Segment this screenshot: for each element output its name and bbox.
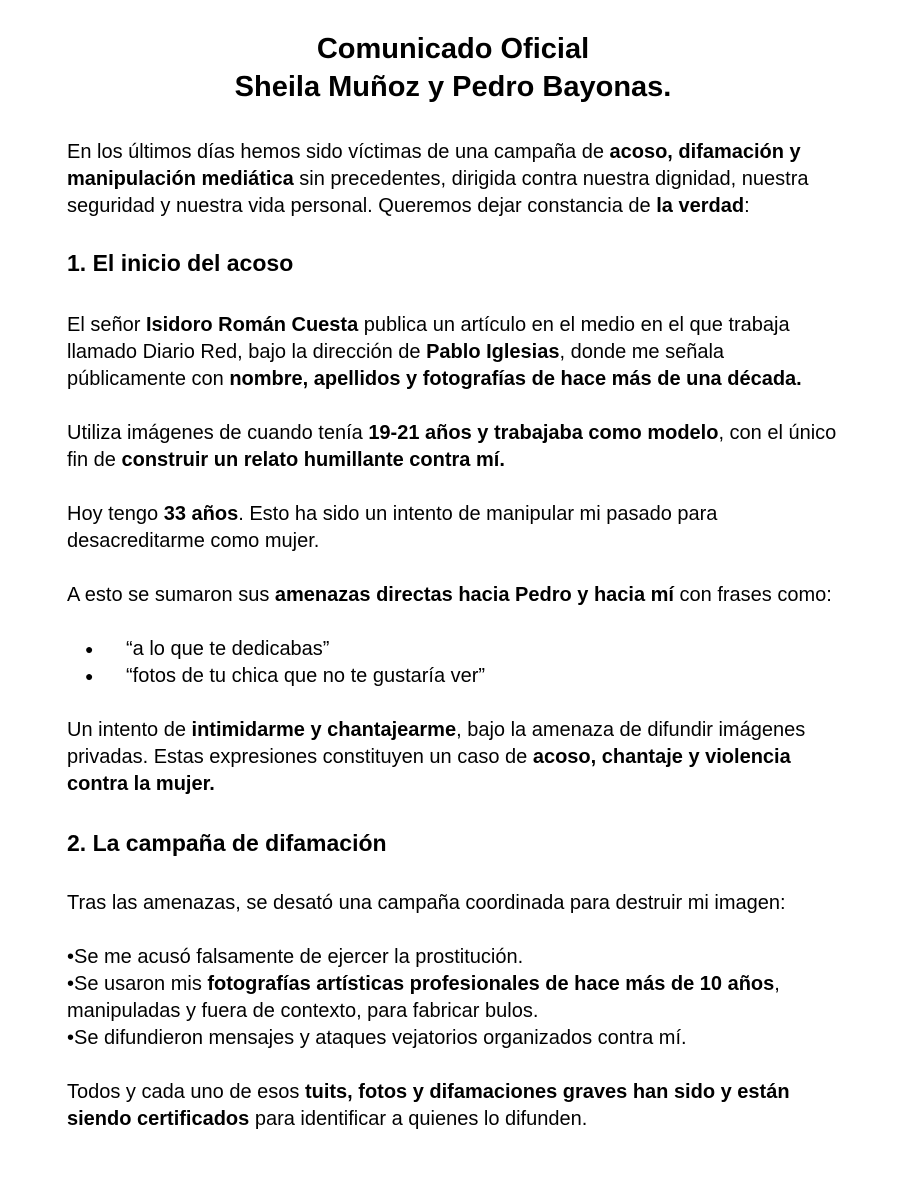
s1p3-text-2: . Esto ha sido un intento de manipular mi pasado para desacreditarme como mujer. <box>67 503 718 552</box>
intro-bold-2: la verdad <box>656 195 745 217</box>
s1p1-text-1: El señor <box>67 314 146 336</box>
section-1-paragraph-5 <box>67 717 839 798</box>
title-line-2: Sheila Muñoz y Pedro Bayonas. <box>234 71 672 103</box>
s2i2-text-2: , manipuladas y fuera de contexto, para fabricar bulos. <box>67 973 780 1022</box>
intro-text-3: : <box>744 195 750 217</box>
s1p2-bold-1: 19-21 años y trabajaba como modelo <box>368 422 719 444</box>
s1p3-text-1: Hoy tengo <box>67 503 164 525</box>
section-2-paragraph-2 <box>67 1079 839 1133</box>
s1p2-text-2: , con el único fin de <box>67 422 837 471</box>
s1p4-text-2: con frases como: <box>673 584 832 606</box>
s1p4-bold-1: amenazas directas hacia Pedro y hacia mí <box>274 584 674 606</box>
section-1-paragraph-4 <box>67 582 839 609</box>
s1p5-bold-1: intimidarme y chantajearme <box>191 719 457 741</box>
s1p1-text-2: publica un artículo en el medio en el que trabaja llamado Diario Red, bajo la dirección de <box>67 314 790 363</box>
s2i2-bold-1: fotografías artísticas profesionales de hace más de 10 años <box>207 973 775 995</box>
s1p5-text-1: Un intento de <box>67 719 192 741</box>
s2p2-text-2: para identificar a quienes lo difunden. <box>249 1108 588 1130</box>
section-2-heading: 2. La campaña de difamación <box>67 830 387 856</box>
s1p2-text-1: Utiliza imágenes de cuando tenía <box>67 422 369 444</box>
document-title <box>67 30 839 106</box>
s1p2-bold-2: construir un relato humillante contra mí. <box>121 449 505 471</box>
s2p2-text-1: Todos y cada uno de esos <box>67 1081 305 1103</box>
section-1-heading: 1. El inicio del acoso <box>67 250 294 276</box>
s1p1-text-3: , donde me señala públicamente con <box>67 341 725 390</box>
list-item <box>67 971 839 1025</box>
list-item: •Se me acusó falsamente de ejercer la prostitución. <box>67 946 524 968</box>
list-item: •Se difundieron mensajes y ataques vejatorios organizados contra mí. <box>67 1027 687 1049</box>
quote-text: “a lo que te dedicabas” <box>126 638 330 660</box>
list-item <box>67 663 839 690</box>
list-item <box>67 636 839 663</box>
s1p5-bold-2: acoso, chantaje y violencia contra la mujer. <box>67 746 791 795</box>
bullet-icon: ● <box>85 668 94 684</box>
intro-paragraph <box>67 139 839 220</box>
quote-text: “fotos de tu chica que no te gustaría ver” <box>126 665 486 687</box>
s2i2-text-1: •Se usaron mis <box>67 973 208 995</box>
section-1-paragraph-3 <box>67 501 839 555</box>
section-2-paragraph-1: Tras las amenazas, se desató una campaña coordinada para destruir mi imagen: <box>67 892 786 914</box>
section-1-paragraph-2 <box>67 420 839 474</box>
intro-text-1: En los últimos días hemos sido víctimas de una campaña de <box>67 141 610 163</box>
intro-bold-1: acoso, difamación y manipulación mediática <box>67 141 801 190</box>
s1p1-bold-2: Pablo Iglesias <box>426 341 560 363</box>
quote-list <box>67 636 839 690</box>
section-1-paragraph-1 <box>67 312 839 393</box>
s1p1-bold-3: nombre, apellidos y fotografías de hace más de una década. <box>229 368 802 390</box>
section-2-list <box>67 944 839 1052</box>
s1p1-bold-1: Isidoro Román Cuesta <box>145 314 359 336</box>
title-line-1: Comunicado Oficial <box>316 33 590 65</box>
s1p4-text-1: A esto se sumaron sus <box>67 584 275 606</box>
intro-text-2: sin precedentes, dirigida contra nuestra dignidad, nuestra seguridad y nuestra vida personal. Queremos dejar constancia de <box>67 168 809 217</box>
s1p5-text-2: , bajo la amenaza de difundir imágenes privadas. Estas expresiones constituyen un caso de <box>67 719 806 768</box>
s1p3-bold-1: 33 años <box>163 503 239 525</box>
bullet-icon: ● <box>85 641 94 657</box>
s2p2-bold-1: tuits, fotos y difamaciones graves han sido y están siendo certificados <box>67 1081 790 1130</box>
